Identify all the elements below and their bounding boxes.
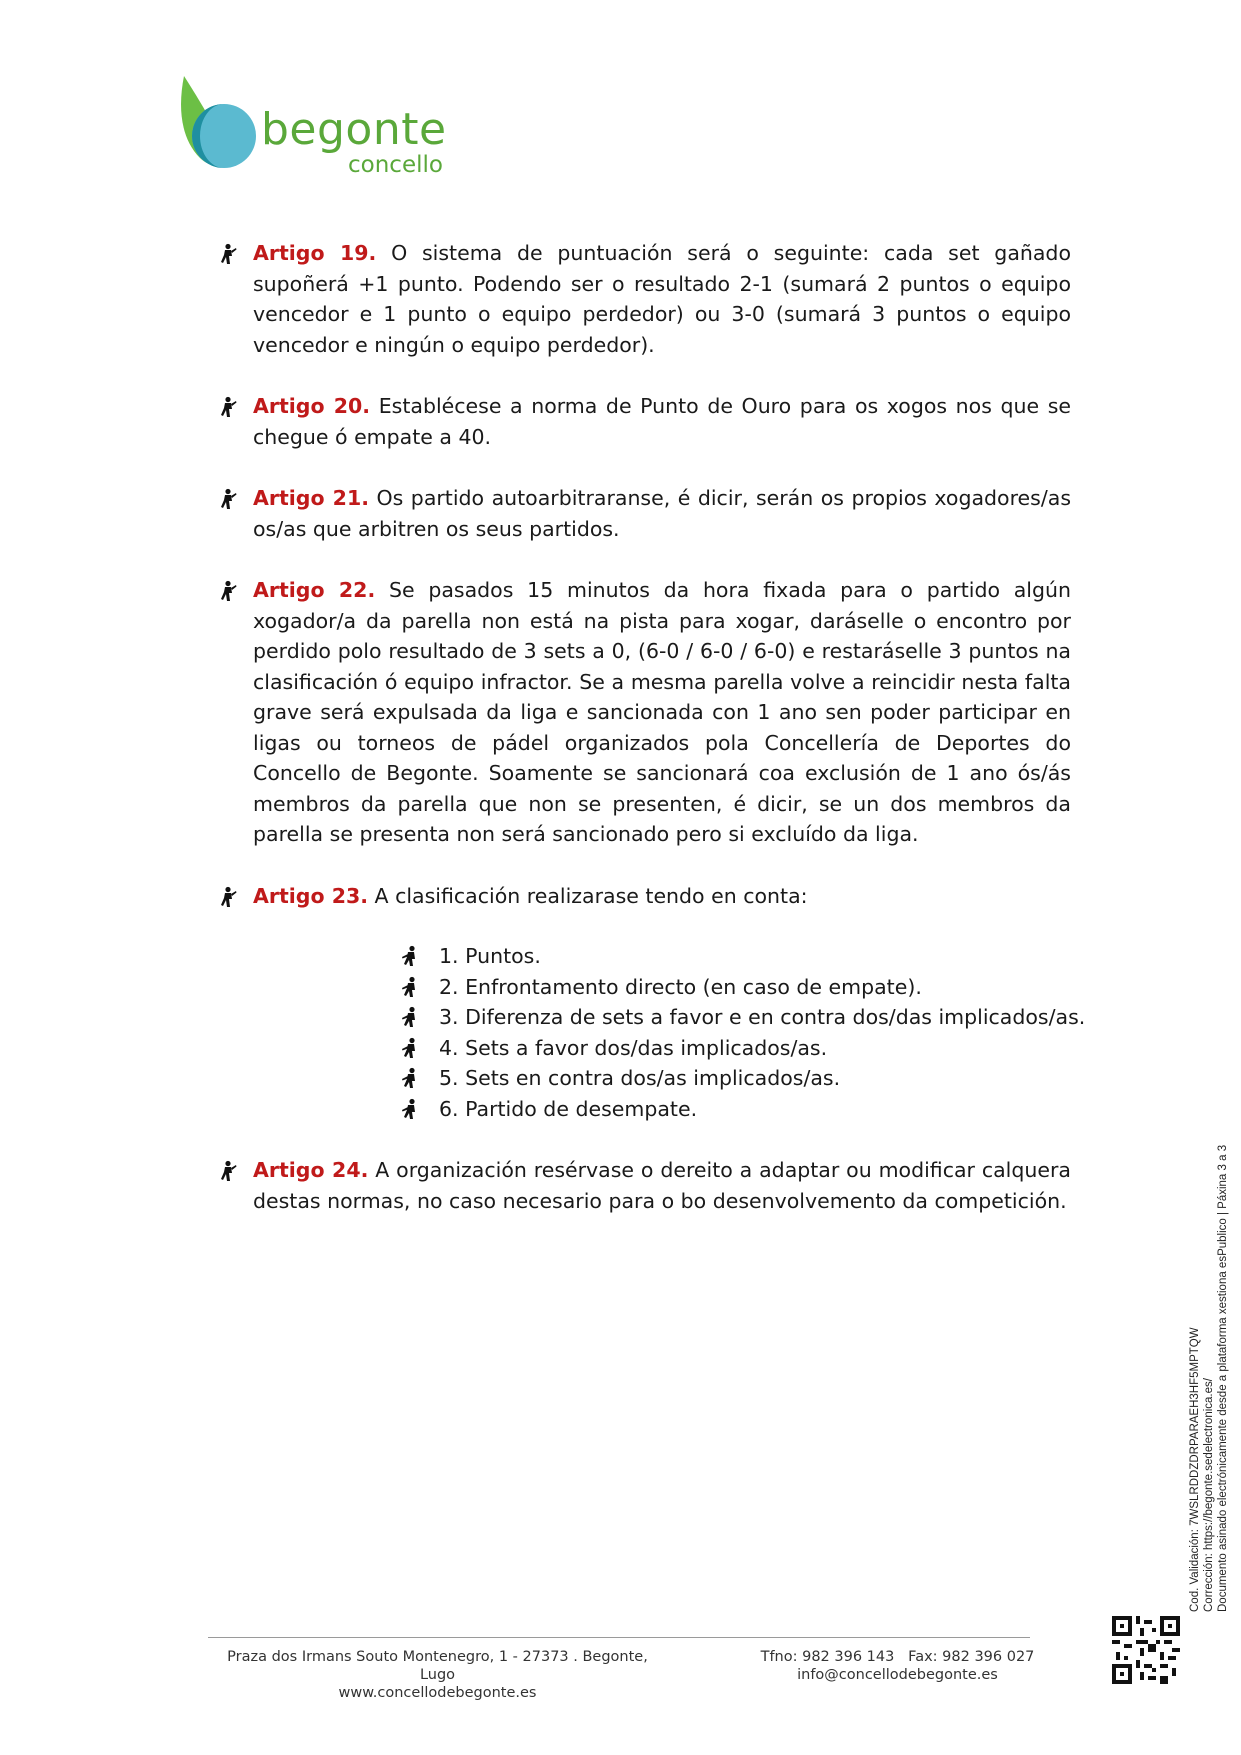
list-item	[401, 1002, 1086, 1033]
leaf-drop-icon	[178, 76, 260, 176]
logo-subtitle: concello	[348, 152, 443, 178]
article-text: Os partido autoarbitraranse, é dicir, serán os propios xogadores/as os/as que arbitren os seus partidos.	[253, 486, 1071, 541]
list-item	[401, 1033, 1071, 1064]
article-24	[219, 1155, 1071, 1216]
criterion-text: 2. Enfrontamento directo (en caso de empate).	[439, 974, 922, 999]
criterion-text: 5. Sets en contra dos/as implicados/as.	[439, 1066, 841, 1090]
document-body	[219, 238, 1086, 1247]
validation-signature-note: Documento asinado electrónicamente desde a plataforma xestiona esPublico | Páxina 3 a 3	[1217, 1144, 1229, 1612]
article-label: Artigo 20.	[253, 394, 371, 418]
footer-contact-block	[760, 1648, 1035, 1684]
article-paragraph	[253, 483, 1071, 544]
criterion-text: 6. Partido de desempate.	[439, 1096, 698, 1121]
list-item	[401, 1094, 1071, 1125]
article-paragraph	[253, 1155, 1071, 1216]
begonte-logo	[178, 76, 468, 186]
article-21	[219, 483, 1071, 544]
criterion-text: 1. Puntos.	[439, 944, 541, 968]
article-text: A organización resérvase o dereito a adaptar ou modificar calquera destas normas, no caso necesario para o bo desenvolvemento da competición.	[253, 1158, 1071, 1213]
list-item	[401, 972, 1071, 1003]
player-bullet-icon	[401, 1006, 419, 1028]
article-22	[219, 575, 1071, 850]
article-label: Artigo 23.	[253, 883, 369, 908]
footer-address: Praza dos Irmans Souto Montenegro, 1 - 27373 . Begonte, Lugo	[227, 1649, 648, 1683]
article-label: Artigo 22.	[253, 578, 376, 602]
padel-player-bullet-icon	[219, 580, 237, 602]
article-paragraph	[253, 391, 1071, 452]
padel-player-bullet-icon	[219, 1160, 237, 1182]
logo-name: begonte	[261, 104, 447, 155]
criterion-text: 3. Diferenza de sets a favor e en contra dos/das implicados/as.	[439, 1005, 1086, 1029]
list-item	[401, 1063, 1071, 1094]
article-23	[219, 881, 1086, 1125]
article-label: Artigo 19.	[253, 241, 377, 265]
validation-stamp	[1188, 1145, 1230, 1612]
player-bullet-icon	[401, 1067, 419, 1089]
footer-email-link[interactable]: info@concellodebegonte.es	[797, 1667, 998, 1683]
validation-code: Cod. Validación: 7WSLRDDZDRPARAEH3HF5MPTQW	[1189, 1327, 1201, 1612]
article-20	[219, 391, 1071, 452]
article-paragraph	[253, 238, 1071, 360]
footer-website-link[interactable]: www.concellodebegonte.es	[338, 1685, 537, 1701]
padel-player-bullet-icon	[219, 396, 237, 418]
article-label: Artigo 24.	[253, 1158, 369, 1182]
article-text: Se pasados 15 minutos da hora fixada para o partido algún xogador/a da parella non está na pista para xogar, daráselle o encontro por perdido polo resultado de 3 sets a 0, (6-0 / 6-0 / 6-0) e restaráselle 3 puntos na clasificación ó equipo infractor. Se a mesma parella volve a reincidir nesta falta grave será expulsada da liga e sancionada con 1 ano sen poder participar en ligas ou torneos de pádel organizados pola Concellería de Deportes do Concello de Begonte. Soamente se sancionará coa exclusión de 1 ano ós/ás membros da parella que non se presenten, é dicir, se un dos membros da parella se presenta non será sancionado pero si excluído da liga.	[253, 578, 1072, 846]
article-label: Artigo 21.	[253, 486, 369, 510]
padel-player-bullet-icon	[219, 243, 237, 265]
padel-player-bullet-icon	[219, 488, 237, 510]
player-bullet-icon	[401, 945, 419, 967]
player-bullet-icon	[401, 1098, 419, 1120]
footer-divider	[208, 1637, 1030, 1638]
article-text: O sistema de puntuación será o seguinte: cada set gañado supoñerá +1 punto. Podendo ser o resultado 2-1 (sumará 2 puntos o equipo vencedor e 1 punto o equipo perdedor) ou 3-0 (sumará 3 puntos o equipo vencedor e ningún o equipo perdedor).	[253, 241, 1071, 357]
criterion-text: 4. Sets a favor dos/das implicados/as.	[439, 1035, 828, 1060]
validation-url: Corrección: https://begonte.sedelectronica.es/	[1203, 1378, 1215, 1612]
player-bullet-icon	[401, 1037, 419, 1059]
footer-phones: Tfno: 982 396 143 Fax: 982 396 027	[760, 1649, 1035, 1665]
padel-player-bullet-icon	[219, 886, 237, 908]
footer-address-block	[210, 1648, 665, 1702]
classification-criteria-list	[253, 941, 1086, 1124]
article-paragraph	[253, 575, 1071, 850]
article-text: Establécese a norma de Punto de Ouro para os xogos nos que se chegue ó empate a 40.	[253, 394, 1071, 449]
player-bullet-icon	[401, 976, 419, 998]
list-item	[401, 941, 1071, 972]
qr-code-icon	[1112, 1616, 1180, 1684]
article-19	[219, 238, 1071, 360]
article-paragraph	[253, 881, 1071, 912]
article-text: A clasificación realizarase tendo en conta:	[368, 883, 808, 908]
